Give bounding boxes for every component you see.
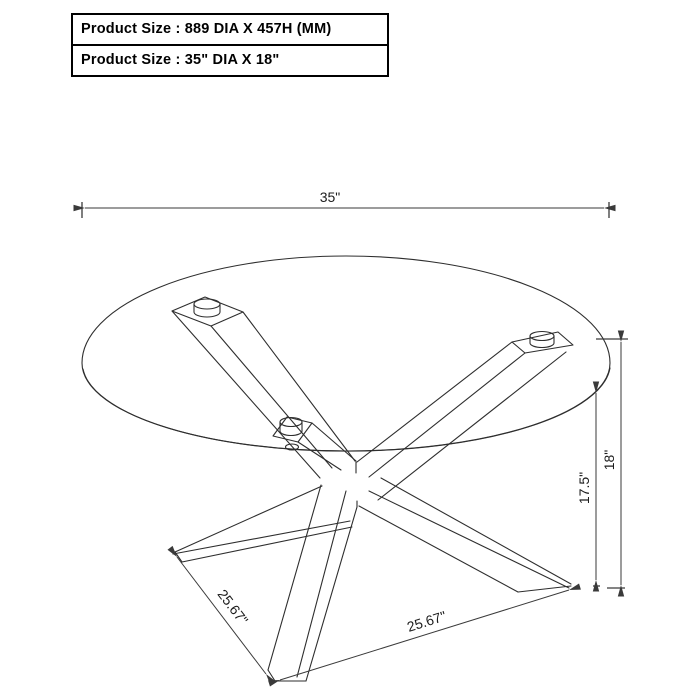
tabletop-rim xyxy=(83,368,610,451)
front-leg-foot xyxy=(268,670,306,681)
dimension-height-underglass xyxy=(576,393,600,586)
cap-plate-upper-left xyxy=(172,297,243,326)
base-hub xyxy=(356,462,357,507)
tabletop-glass xyxy=(82,256,610,451)
product-size-row-inch: Product Size : 35" DIA X 18" xyxy=(73,44,387,75)
dimension-leg-span-right-line xyxy=(280,590,569,680)
front-leg-edges xyxy=(268,485,357,681)
beam-upper-right-edges xyxy=(357,342,566,500)
dimension-leg-span-right xyxy=(280,590,569,680)
product-size-row-mm: Product Size : 889 DIA X 457H (MM) xyxy=(81,21,332,37)
front-cap xyxy=(273,417,356,470)
dimension-leg-span-left-label: 25.67" xyxy=(214,586,252,628)
base-arm-right xyxy=(359,478,571,592)
dimension-height-underglass-label: 17.5" xyxy=(576,471,592,505)
dimension-diameter-ticks xyxy=(82,202,609,218)
dimension-height-overall xyxy=(596,339,628,588)
dimension-leg-span-right-label: 25.67" xyxy=(405,607,448,635)
tabletop-ellipse xyxy=(82,256,610,451)
beam-upper-left-edges xyxy=(172,311,355,478)
dimension-leg-span-left xyxy=(177,557,266,674)
base-arm-left xyxy=(173,486,352,562)
dimension-diameter-label: 35" xyxy=(319,189,341,205)
dimension-leg-span-left-line xyxy=(177,557,266,674)
dimension-height-overall-label: 18" xyxy=(601,449,617,471)
leg-upper-right xyxy=(357,332,573,501)
base-arm-left-edges xyxy=(173,486,352,562)
cap-plate-upper-right xyxy=(512,332,573,353)
cap-cylinder-side-upper-left xyxy=(194,304,220,317)
dimension-diameter xyxy=(82,189,609,218)
cap-cylinder-top-upper-left xyxy=(194,299,220,309)
hub-edges xyxy=(356,462,357,507)
base-arm-right-edges xyxy=(359,478,571,592)
front-leg xyxy=(268,485,357,681)
